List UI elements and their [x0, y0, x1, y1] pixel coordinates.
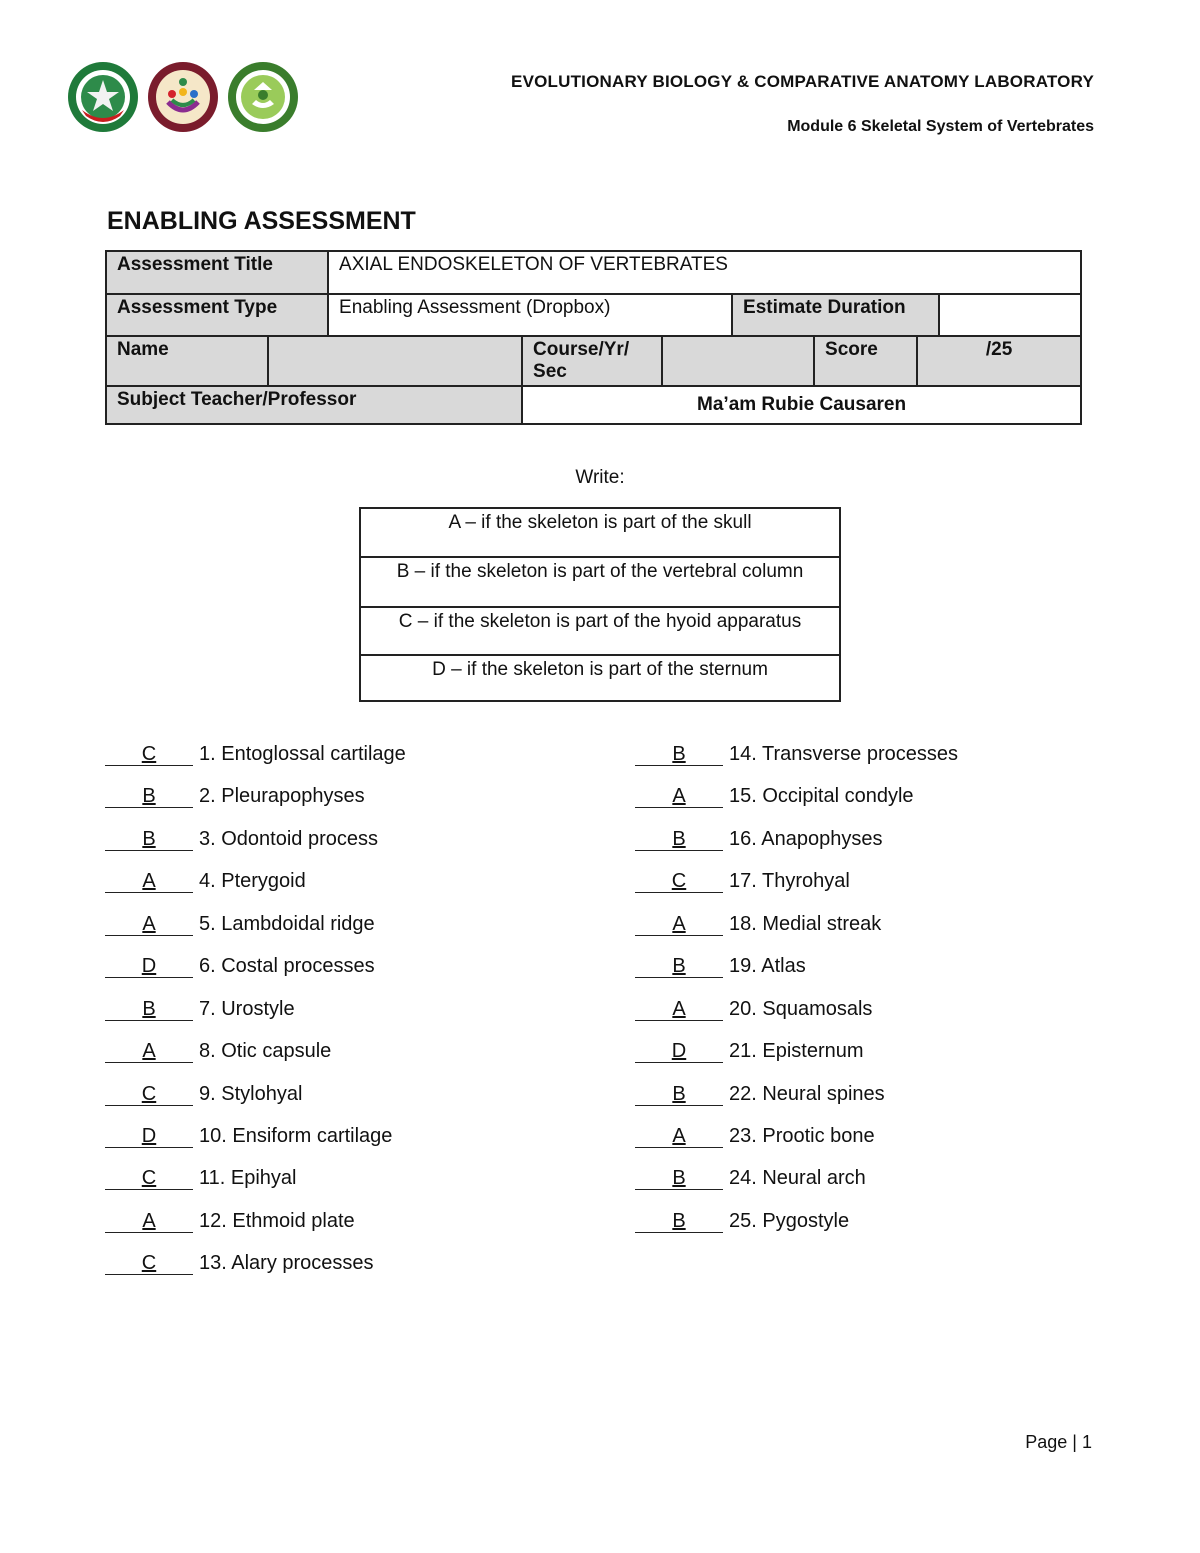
key-b: B – if the skeleton is part of the vertebral column: [360, 557, 840, 607]
item-text: 25. Pygostyle: [729, 1209, 850, 1232]
answer-blank[interactable]: B: [635, 743, 723, 766]
list-item: [105, 1252, 406, 1294]
item-text: 12. Ethmoid plate: [199, 1209, 355, 1232]
item-text: 11. Epihyal: [199, 1167, 297, 1190]
answer-blank[interactable]: C: [105, 743, 193, 766]
answer-blank[interactable]: B: [635, 955, 723, 978]
item-text: 4. Pterygoid: [199, 870, 306, 893]
item-text: 16. Anapophyses: [729, 827, 883, 850]
answer-blank[interactable]: B: [635, 1210, 723, 1233]
answer-blank[interactable]: D: [105, 955, 193, 978]
answer-blank[interactable]: D: [635, 1040, 723, 1063]
course-field[interactable]: [662, 336, 814, 386]
item-text: 6. Costal processes: [199, 955, 375, 978]
item-text: 5. Lambdoidal ridge: [199, 912, 375, 935]
list-item: [635, 1083, 958, 1125]
score-value: /25: [917, 336, 1081, 386]
item-text: 20. Squamosals: [729, 997, 873, 1020]
answer-blank[interactable]: A: [105, 913, 193, 936]
answer-blank[interactable]: C: [635, 870, 723, 893]
key-a: A – if the skeleton is part of the skull: [360, 508, 840, 557]
list-item: [105, 828, 406, 870]
item-text: 21. Episternum: [729, 1040, 864, 1063]
score-label: Score: [814, 336, 917, 386]
items-left-column: [105, 743, 406, 1295]
teacher-name: Ma’am Rubie Causaren: [522, 386, 1081, 424]
list-item: [105, 1040, 406, 1082]
assessment-type-value: Enabling Assessment (Dropbox): [328, 294, 732, 336]
key-c: C – if the skeleton is part of the hyoid apparatus: [360, 607, 840, 655]
name-field[interactable]: [268, 336, 522, 386]
list-item: [105, 743, 406, 785]
assessment-type-label: Assessment Type: [106, 294, 328, 336]
item-text: 2. Pleurapophyses: [199, 785, 365, 808]
answer-key-table: [359, 507, 841, 702]
list-item: [635, 743, 958, 785]
answer-blank[interactable]: B: [635, 1083, 723, 1106]
list-item: [105, 1167, 406, 1209]
seal-logo-2: [146, 60, 220, 134]
list-item: [635, 1210, 958, 1252]
lab-title: EVOLUTIONARY BIOLOGY & COMPARATIVE ANATOMY LABORATORY: [511, 72, 1094, 91]
list-item: [105, 913, 406, 955]
item-text: 13. Alary processes: [199, 1252, 374, 1275]
list-item: [635, 955, 958, 997]
list-item: [635, 785, 958, 827]
item-text: 3. Odontoid process: [199, 827, 378, 850]
answer-blank[interactable]: C: [105, 1252, 193, 1275]
items-right-column: [635, 743, 958, 1252]
list-item: [635, 828, 958, 870]
list-item: [635, 870, 958, 912]
seal-logo-1: [66, 60, 140, 134]
item-text: 7. Urostyle: [199, 997, 295, 1020]
answer-blank[interactable]: B: [635, 1167, 723, 1190]
item-text: 10. Ensiform cartilage: [199, 1124, 393, 1147]
teacher-label: Subject Teacher/Professor: [106, 386, 522, 424]
list-item: [105, 785, 406, 827]
estimate-duration-field[interactable]: [939, 294, 1081, 336]
list-item: [635, 1167, 958, 1209]
list-item: [105, 1125, 406, 1167]
write-label: Write:: [575, 467, 625, 488]
key-d: D – if the skeleton is part of the sternum: [360, 655, 840, 701]
answer-blank[interactable]: A: [635, 1125, 723, 1148]
seal-logo-3: [226, 60, 300, 134]
answer-blank[interactable]: B: [105, 828, 193, 851]
item-text: 1. Entoglossal cartilage: [199, 743, 406, 765]
module-title: Module 6 Skeletal System of Vertebrates: [787, 118, 1094, 135]
item-text: 18. Medial streak: [729, 912, 882, 935]
answer-blank[interactable]: A: [635, 913, 723, 936]
page-number: Page | 1: [1025, 1432, 1092, 1452]
list-item: [105, 998, 406, 1040]
item-text: 9. Stylohyal: [199, 1082, 303, 1105]
list-item: [105, 1083, 406, 1125]
logo-group: [66, 60, 300, 134]
list-item: [105, 955, 406, 997]
answer-blank[interactable]: B: [105, 998, 193, 1021]
answer-blank[interactable]: D: [105, 1125, 193, 1148]
answer-blank[interactable]: A: [105, 870, 193, 893]
answer-blank[interactable]: A: [105, 1210, 193, 1233]
estimate-duration-label: Estimate Duration: [732, 294, 939, 336]
item-text: 17. Thyrohyal: [729, 870, 850, 893]
item-text: 22. Neural spines: [729, 1082, 885, 1105]
list-item: [635, 998, 958, 1040]
list-item: [105, 870, 406, 912]
name-label: Name: [106, 336, 268, 386]
list-item: [635, 1040, 958, 1082]
item-text: 19. Atlas: [729, 955, 806, 978]
list-item: [635, 913, 958, 955]
item-text: 14. Transverse processes: [729, 743, 958, 765]
course-label: Course/Yr/ Sec: [522, 336, 662, 386]
assessment-info-table: [105, 250, 1082, 425]
item-text: 24. Neural arch: [729, 1167, 866, 1190]
answer-blank[interactable]: B: [105, 785, 193, 808]
answer-blank[interactable]: A: [635, 998, 723, 1021]
answer-blank[interactable]: A: [635, 785, 723, 808]
assessment-title-value: AXIAL ENDOSKELETON OF VERTEBRATES: [328, 251, 1081, 294]
list-item: [105, 1210, 406, 1252]
page-title: ENABLING ASSESSMENT: [107, 207, 416, 235]
answer-blank[interactable]: A: [105, 1040, 193, 1063]
item-text: 15. Occipital condyle: [729, 785, 914, 808]
list-item: [635, 1125, 958, 1167]
item-text: 8. Otic capsule: [199, 1040, 332, 1063]
item-text: 23. Prootic bone: [729, 1124, 875, 1147]
answer-blank[interactable]: C: [105, 1083, 193, 1106]
answer-blank[interactable]: B: [635, 828, 723, 851]
answer-blank[interactable]: C: [105, 1167, 193, 1190]
assessment-title-label: Assessment Title: [106, 251, 328, 294]
